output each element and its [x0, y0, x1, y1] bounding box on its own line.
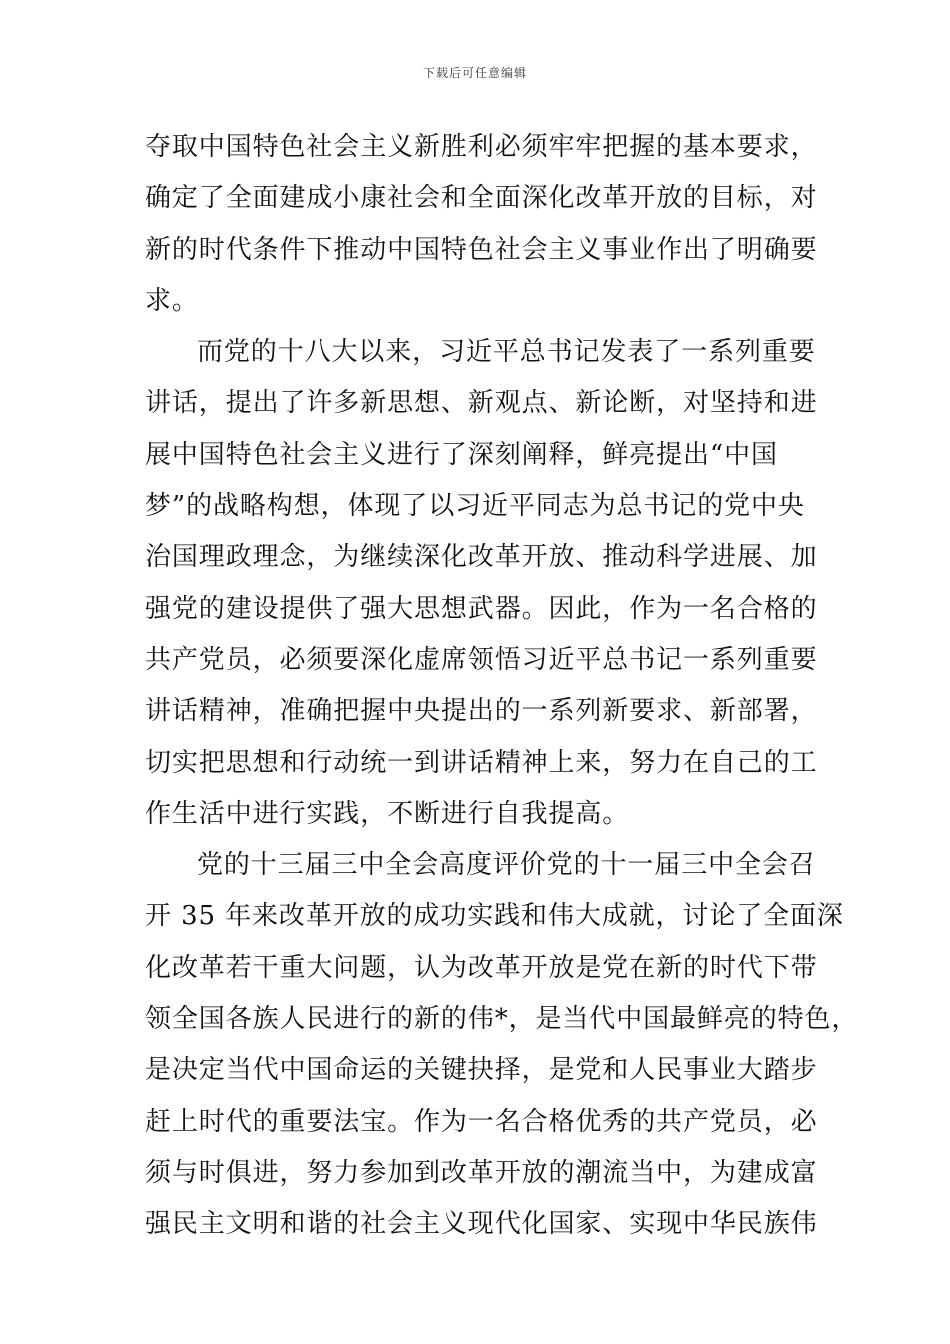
- text-line: 赶上时代的重要法宝。作为一名合格优秀的共产党员，必: [145, 1106, 818, 1137]
- text-line: 强民主文明和谐的社会主义现代化国家、实现中华民族伟: [145, 1209, 818, 1240]
- text-line: 开 35 年来改革开放的成功实践和伟大成就，讨论了全面深: [145, 901, 844, 932]
- text-line: 领全国各族人民进行的新的伟*，是当代中国最鲜亮的特色，: [145, 1004, 859, 1035]
- text-line: 展中国特色社会主义进行了深刻阐释，鲜亮提出“中国: [145, 439, 778, 470]
- text-line: 切实把思想和行动统一到讲话精神上来，努力在自己的工: [145, 747, 818, 778]
- page-header: 下载后可任意编辑: [422, 66, 527, 80]
- paragraph-first-line: 党的十三届三中全会高度评价党的十一届三中全会召: [197, 850, 816, 881]
- document-body: [145, 122, 859, 1251]
- text-line: 化改革若干重大问题，认为改革开放是党在新的时代下带: [145, 952, 818, 983]
- text-line: 新的时代条件下推动中国特色社会主义事业作出了明确要: [145, 234, 818, 265]
- text-line: 作生活中进行实践，不断进行自我提高。: [145, 798, 630, 829]
- text-line: 是决定当代中国命运的关键抉择，是党和人民事业大踏步: [145, 1055, 818, 1086]
- text-line: 治国理政理念，为继续深化改革开放、推动科学进展、加: [145, 542, 818, 573]
- text-line: 确定了全面建成小康社会和全面深化改革开放的目标，对: [145, 183, 818, 214]
- text-line: 强党的建设提供了强大思想武器。因此，作为一名合格的: [145, 593, 818, 624]
- text-line: 须与时俱进，努力参加到改革开放的潮流当中，为建成富: [145, 1157, 818, 1188]
- text-line: 讲话精神，准确把握中央提出的一系列新要求、新部署，: [145, 696, 818, 727]
- paragraph-first-line: 而党的十八大以来，习近平总书记发表了一系列重要: [197, 337, 816, 368]
- text-line: 讲话，提出了许多新思想、新观点、新论断，对坚持和进: [145, 388, 818, 419]
- text-line: 共产党员，必须要深化虚席领悟习近平总书记一系列重要: [145, 644, 818, 675]
- text-line: 求。: [145, 285, 199, 316]
- text-line: 梦”的战略构想，体现了以习近平同志为总书记的党中央: [145, 491, 805, 522]
- text-line: 夺取中国特色社会主义新胜利必须牢牢把握的基本要求，: [145, 132, 818, 162]
